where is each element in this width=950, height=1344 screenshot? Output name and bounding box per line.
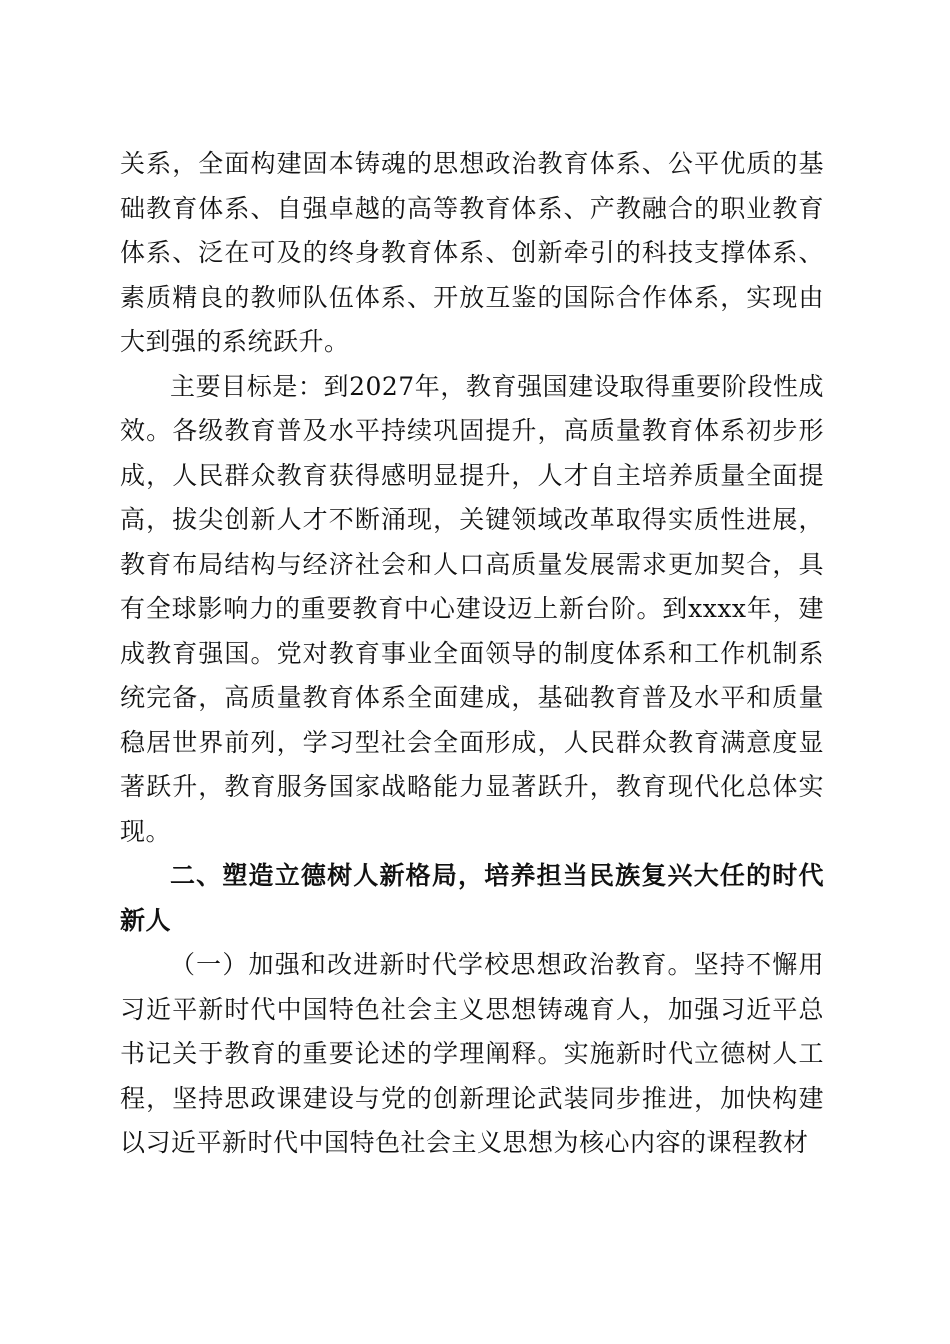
subsection-title: （一）加强和改进新时代学校思想政治教育。 [170, 950, 694, 979]
subsection-paragraph [120, 943, 824, 1166]
section-heading: 二、塑造立德树人新格局，培养担当民族复兴大任的时代新人 [120, 861, 824, 935]
subsection-body: 坚持不懈用习近平新时代中国特色社会主义思想铸魂育人，加强习近平总书记关于教育的重要论述的学理阐释。实施新时代立德树人工程，坚持思政课建设与党的创新理论武装同步推进，加快构建以习近平新时代中国特色社会主义思想为核心内容的课程教材 [120, 950, 824, 1157]
paragraph-main-goals: 主要目标是：到2027年，教育强国建设取得重要阶段性成效。各级教育普及水平持续巩固提升，高质量教育体系初步形成，人民群众教育获得感明显提升，人才自主培养质量全面提高，拔尖创新人才不断涌现，关键领域改革取得实质性进展，教育布局结构与经济社会和人口高质量发展需求更加契合，具有全球影响力的重要教育中心建设迈上新台阶。到xxxx年，建成教育强国。党对教育事业全面领导的制度体系和工作机制系统完备，高质量教育体系全面建成，基础教育普及水平和质量稳居世界前列，学习型社会全面形成，人民群众教育满意度显著跃升，教育服务国家战略能力显著跃升，教育现代化总体实现。 [120, 371, 824, 846]
document-body [120, 142, 824, 1166]
paragraph-system-overview: 关系，全面构建固本铸魂的思想政治教育体系、公平优质的基础教育体系、自强卓越的高等教育体系、产教融合的职业教育体系、泛在可及的终身教育体系、创新牵引的科技支撑体系、素质精良的教师队伍体系、开放互鉴的国际合作体系，实现由大到强的系统跃升。 [120, 149, 824, 356]
